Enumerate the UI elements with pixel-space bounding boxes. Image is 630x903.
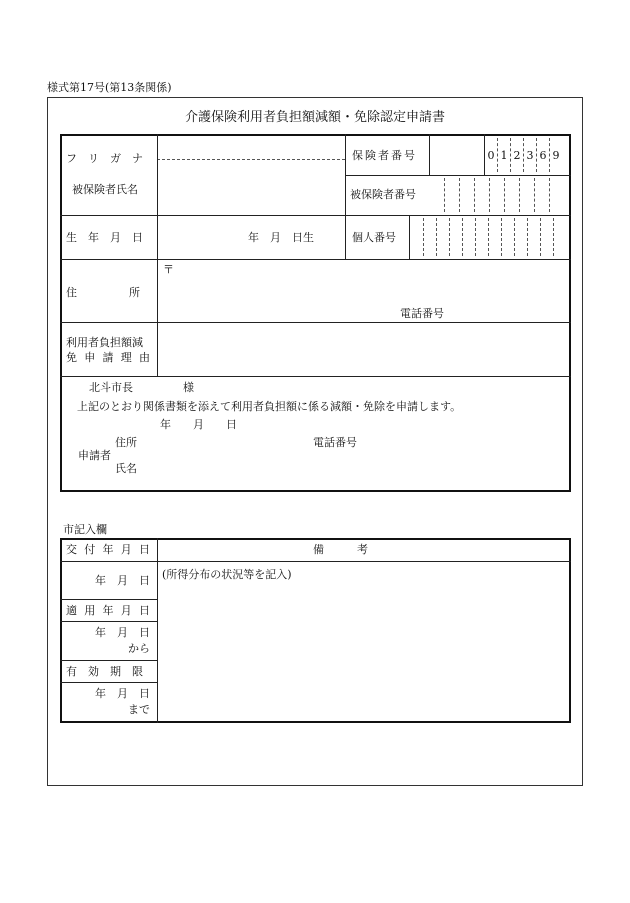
- form-number-label: 様式第17号(第13条関係): [47, 81, 172, 94]
- birthdate-value: 年 月 日生: [248, 231, 314, 244]
- addressee-honorific: 様: [183, 381, 194, 394]
- personal-number-label: 個人番号: [352, 231, 396, 244]
- apply-date-value: 年 月 日: [95, 626, 150, 639]
- insurer-number-digit: 9: [552, 149, 560, 162]
- insurer-number-label: 保険者番号: [352, 149, 417, 162]
- declaration-text: 上記のとおり関係書類を添えて利用者負担額に係る減額・免除を申請します。: [77, 400, 462, 413]
- reason-label-line1: 利用者負担額減: [66, 336, 143, 349]
- insurer-number-digit: 2: [513, 149, 521, 162]
- insurer-number-digit: 6: [539, 149, 547, 162]
- applicant-name-label: 氏名: [115, 462, 137, 475]
- reason-label-line2: 免 申 請 理 由: [66, 351, 150, 364]
- birthdate-label: 生 年 月 日: [66, 231, 143, 244]
- form-title: 介護保険利用者負担額減額・免除認定申請書: [184, 110, 445, 125]
- address-label: 住 所: [66, 286, 150, 299]
- insured-number-label: 被保険者番号: [350, 188, 416, 201]
- remarks-header: 備 考: [313, 543, 368, 556]
- insurer-number-digit: 1: [500, 149, 508, 162]
- remarks-note: (所得分布の状況等を記入): [162, 568, 292, 581]
- applicant-phone-label: 電話番号: [313, 436, 357, 449]
- addressee: 北斗市長: [89, 381, 133, 394]
- furigana-label: フ リ ガ ナ: [66, 152, 143, 165]
- postal-mark: 〒: [163, 263, 174, 276]
- issue-date-label: 交 付 年 月 日: [66, 543, 150, 556]
- insured-name-label: 被保険者氏名: [72, 183, 138, 196]
- applicant-address-label: 住所: [115, 436, 137, 449]
- application-date: 年 月 日: [160, 418, 237, 431]
- insurer-number-digit: 0: [487, 149, 495, 162]
- city-section-heading: 市記入欄: [63, 523, 107, 536]
- validity-date-value: 年 月 日: [95, 687, 150, 700]
- issue-date-value: 年 月 日: [95, 574, 150, 587]
- validity-label: 有 効 期 限: [66, 665, 143, 678]
- insurer-number-digit: 3: [526, 149, 534, 162]
- until-label: まで: [128, 703, 150, 716]
- phone-label: 電話番号: [400, 307, 444, 320]
- applicant-label: 申請者: [78, 449, 111, 462]
- from-label: から: [128, 642, 150, 655]
- apply-date-label: 適 用 年 月 日: [66, 604, 150, 617]
